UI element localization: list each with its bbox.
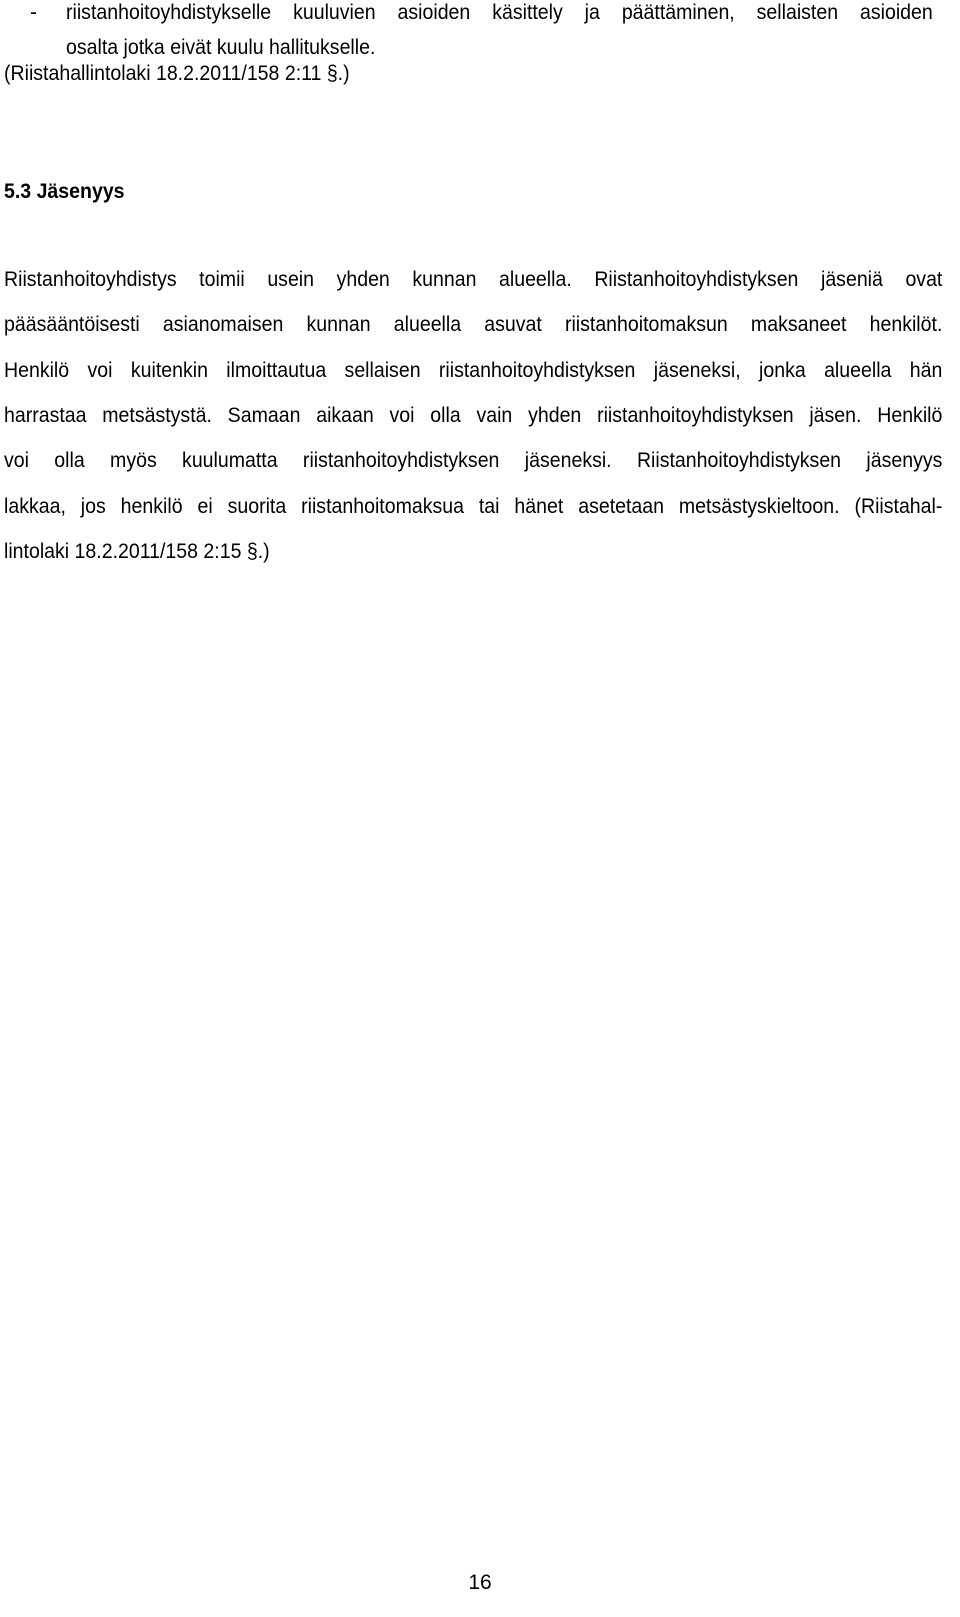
paragraph-line-4: harrastaa metsästystä. Samaan aikaan voi olla vain yhden riistanhoitoyhdistyksen jäsen. Henkilö [4, 404, 943, 427]
bullet-marker: - [30, 1, 37, 24]
page-number: 16 [468, 1571, 492, 1594]
section-heading: 5.3 Jäsenyys [4, 180, 125, 203]
paragraph-line-2: pääsääntöisesti asianomaisen kunnan alueella asuvat riistanhoitomaksun maksaneet henkilöt. [4, 313, 943, 336]
paragraph-line-1: Riistanhoitoyhdistys toimii usein yhden kunnan alueella. Riistanhoitoyhdistyksen jäseniä ovat [4, 268, 943, 291]
paragraph-line-3: Henkilö voi kuitenkin ilmoittautua sellaisen riistanhoitoyhdistyksen jäseneksi, jonka alueella hän [4, 359, 943, 382]
paragraph-line-6: lakkaa, jos henkilö ei suorita riistanhoitomaksua tai hänet asetetaan metsästyskieltoon. (Riistahal- [4, 495, 943, 518]
paragraph-line-7: lintolaki 18.2.2011/158 2:15 §.) [4, 540, 270, 563]
bullet-item [0, 1, 960, 25]
paragraph-line-5: voi olla myös kuulumatta riistanhoitoyhdistyksen jäseneksi. Riistanhoitoyhdistyksen jäsenyys [4, 449, 943, 472]
bullet-text-line-2: osalta jotka eivät kuulu hallitukselle. [66, 36, 376, 59]
citation-riistahallintolaki-2-11: (Riistahallintolaki 18.2.2011/158 2:11 §.) [4, 62, 350, 85]
bullet-text-line-1: riistanhoitoyhdistykselle kuuluvien asioiden käsittely ja päättäminen, sellaisten asioiden [66, 1, 933, 24]
